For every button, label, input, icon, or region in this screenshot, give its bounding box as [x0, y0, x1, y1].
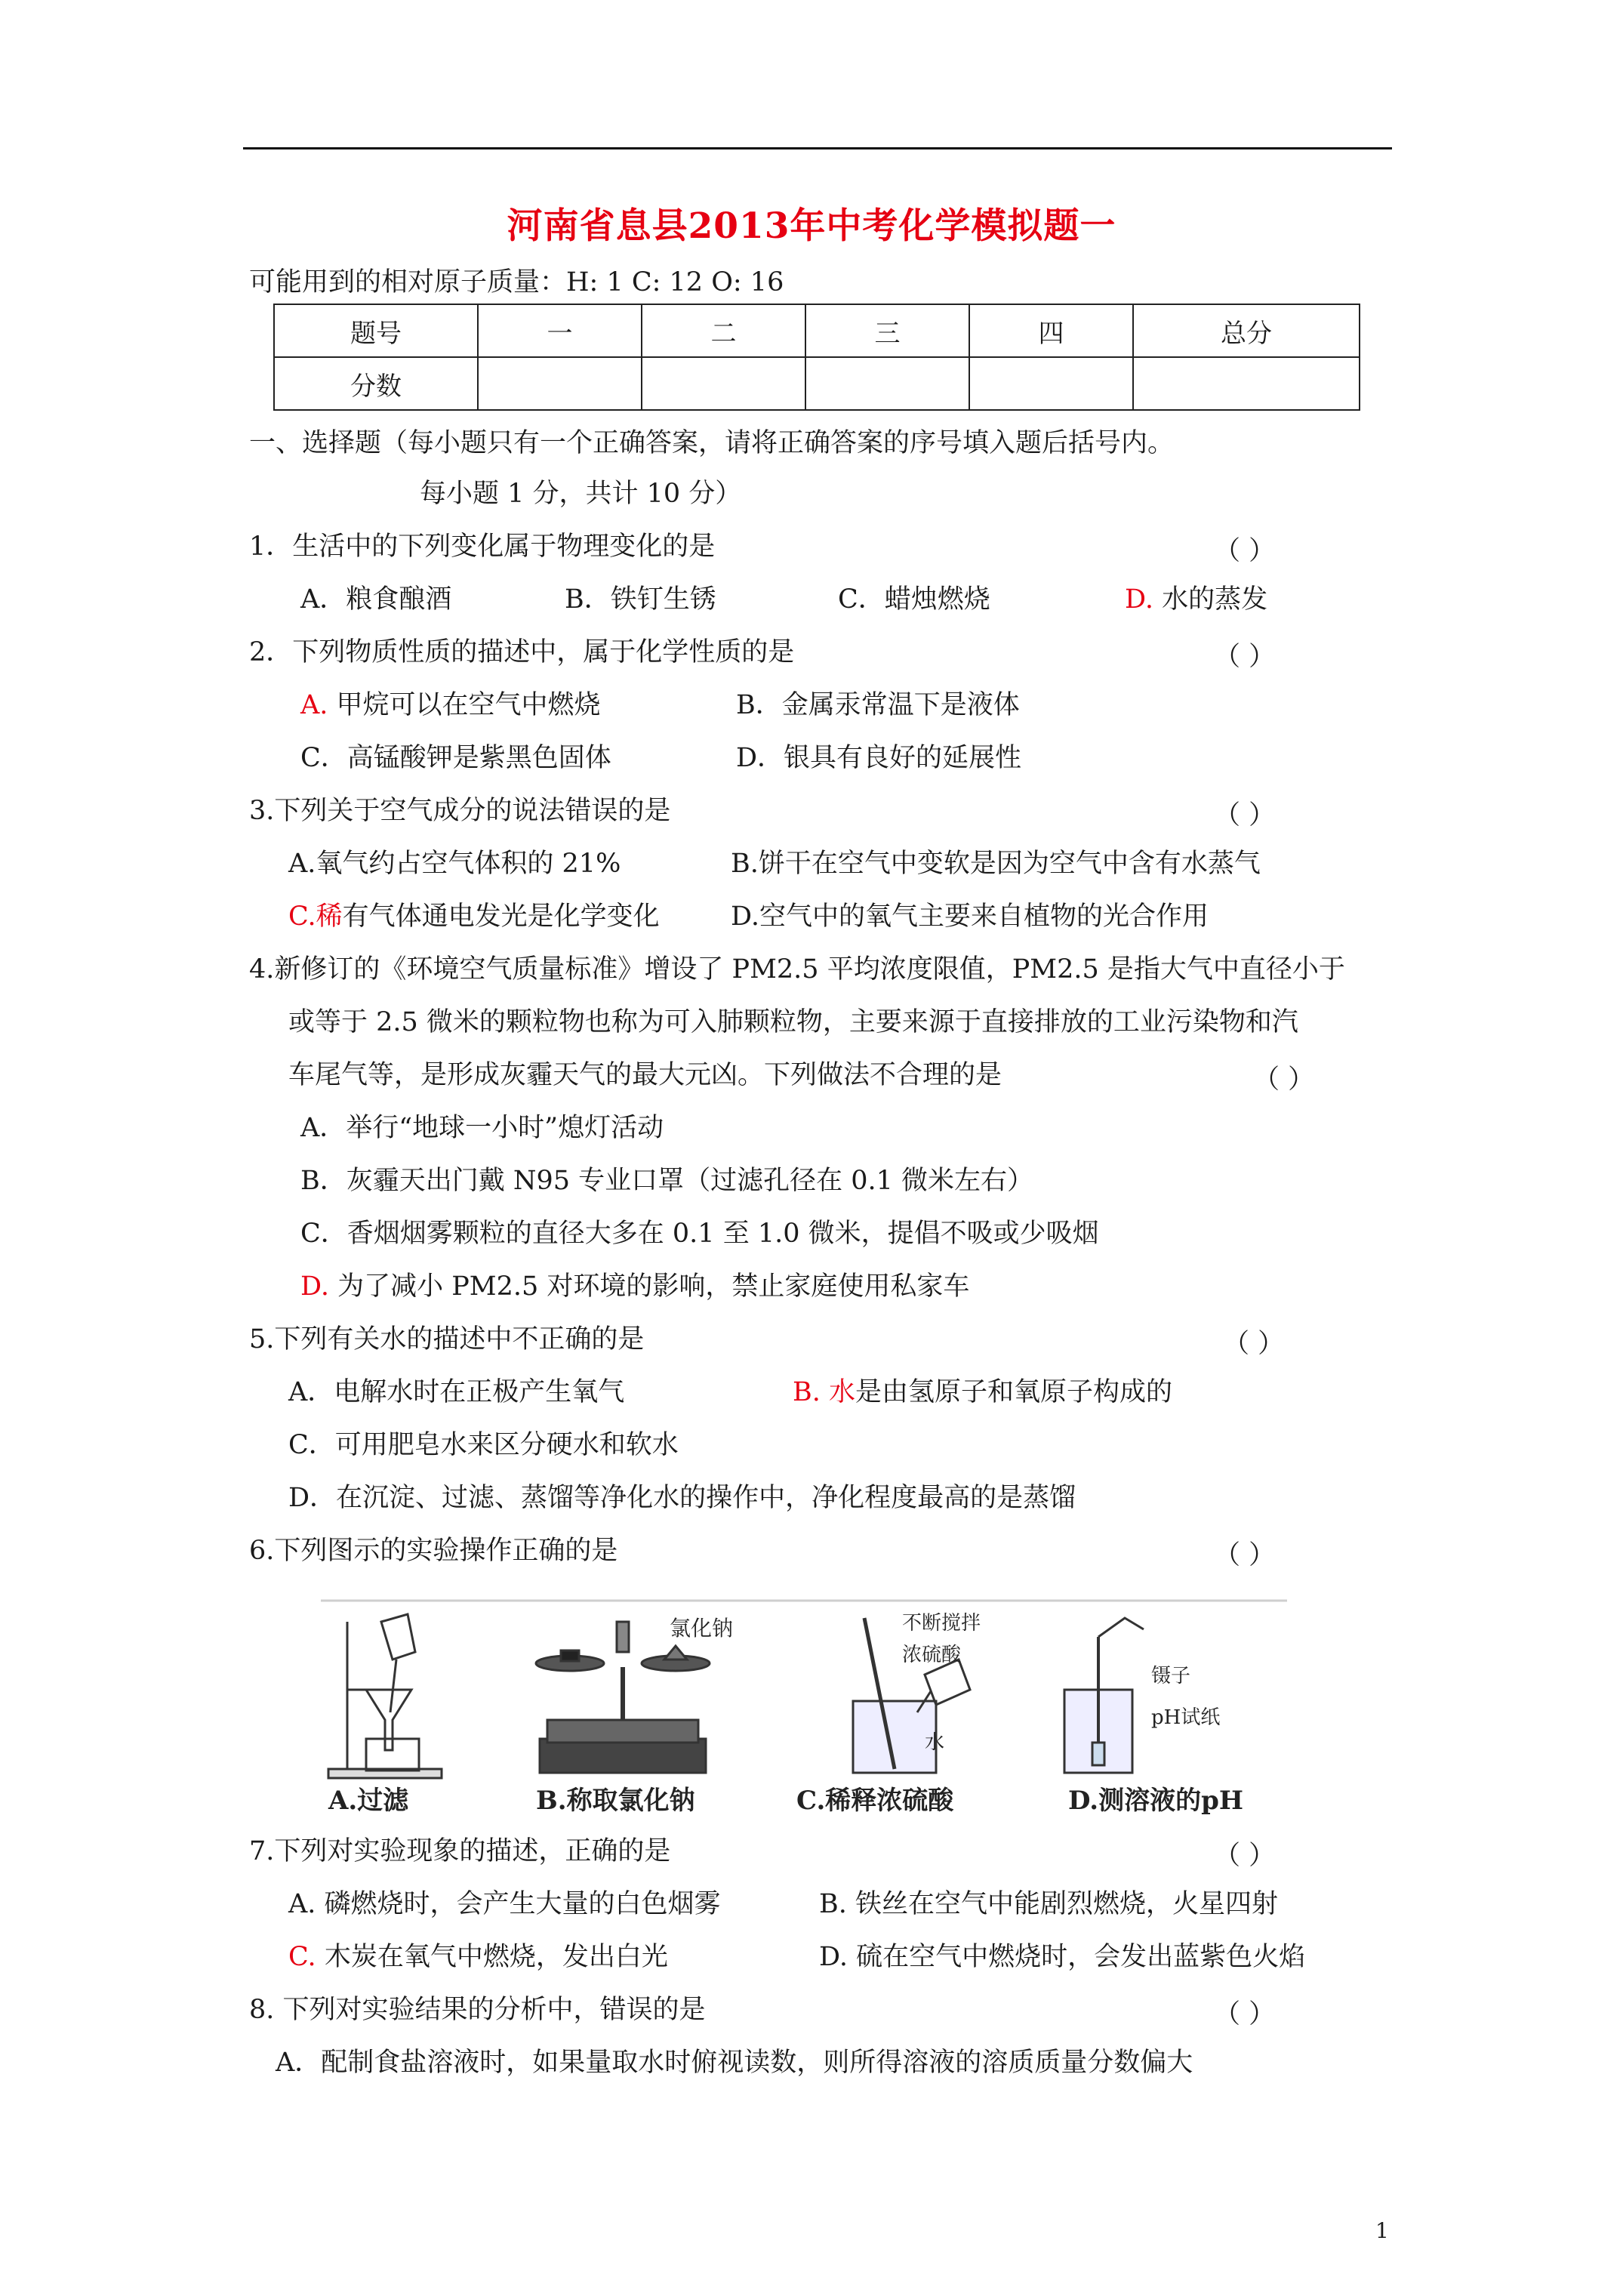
option-d: D. 硫在空气中燃烧时，会发出蓝紫色火焰	[819, 1942, 1306, 1972]
answer-mark: C.	[288, 1942, 316, 1972]
answer-paren: （ ）	[1214, 536, 1276, 566]
option-d: D．银具有良好的延展性	[736, 743, 1022, 773]
option-text: 水的蒸发	[1162, 584, 1268, 615]
answer-mark: C.稀	[288, 901, 343, 932]
figure-label: D.测溶液的pH	[1068, 1786, 1244, 1816]
header-rule	[243, 147, 1392, 149]
option-a	[300, 689, 601, 722]
option-b: B．铁钉生锈	[565, 584, 716, 615]
annotation: 浓硫酸	[902, 1644, 962, 1666]
answer-paren: （ ）	[1214, 800, 1276, 831]
question-stem: 4.新修订的《环境空气质量标准》增设了 PM2.5 平均浓度限值，PM2.5 是指大气中直径小于	[249, 954, 1345, 985]
beaker-dilution-icon	[853, 1618, 970, 1773]
option-text: 有气体通电发光是化学变化	[342, 901, 660, 932]
question-stem-cont: 或等于 2.5 微米的颗粒物也称为可入肺颗粒物，主要来源于直接排放的工业污染物和汽	[288, 1007, 1298, 1037]
balance-scale-icon	[536, 1622, 710, 1773]
question-stem-cont: 车尾气等，是形成灰霾天气的最大元凶。下列做法不合理的是	[288, 1060, 1002, 1090]
table-cell	[969, 357, 1133, 410]
table-cell: 四	[969, 304, 1133, 357]
question-stem: 5.下列有关水的描述中不正确的是	[249, 1324, 645, 1354]
answer-mark: D.	[1125, 584, 1153, 615]
table-cell	[1133, 357, 1360, 410]
option-a: A．粮食酿酒	[300, 584, 452, 615]
option-c: C．高锰酸钾是紫黑色固体	[300, 743, 611, 773]
table-cell	[478, 357, 642, 410]
annotation: pH试纸	[1151, 1706, 1221, 1729]
table-row	[274, 357, 1360, 410]
filtration-apparatus-icon	[328, 1614, 442, 1778]
option-c: C．可用肥皂水来区分硬水和软水	[288, 1430, 679, 1460]
answer-mark: A.	[300, 690, 328, 720]
answer-mark: D.	[300, 1271, 329, 1302]
answer-paren: （ ）	[1253, 1065, 1315, 1095]
option-d	[300, 1270, 969, 1303]
ph-test-icon	[1064, 1618, 1144, 1773]
section-heading-cont: 每小题 1 分，共计 10 分）	[420, 479, 742, 509]
option-a: A. 磷燃烧时，会产生大量的白色烟雾	[288, 1889, 721, 1919]
answer-paren: （ ）	[1214, 1841, 1276, 1871]
experiment-figure	[321, 1599, 1287, 1818]
table-cell: 二	[642, 304, 805, 357]
table-cell: 总分	[1133, 304, 1360, 357]
answer-paren: （ ）	[1223, 1329, 1285, 1359]
question-stem: 7.下列对实验现象的描述，正确的是	[249, 1836, 671, 1866]
table-row	[274, 304, 1360, 357]
figure-label: C.稀释浓硫酸	[796, 1786, 954, 1816]
annotation: 不断搅拌	[902, 1612, 981, 1635]
option-c: C．香烟烟雾颗粒的直径大多在 0.1 至 1.0 微米，提倡不吸或少吸烟	[300, 1219, 1099, 1249]
figure-label: B.称取氯化钠	[536, 1786, 695, 1816]
option-b: B.饼干在空气中变软是因为空气中含有水蒸气	[731, 849, 1261, 879]
option-b: B. 铁丝在空气中能剧烈燃烧，火星四射	[819, 1889, 1278, 1919]
answer-paren: （ ）	[1214, 1540, 1276, 1570]
option-c	[288, 1940, 668, 1974]
table-cell: 一	[478, 304, 642, 357]
option-c	[288, 900, 660, 933]
section-heading: 一、选择题（每小题只有一个正确答案，请将正确答案的序号填入题后括号内。	[249, 428, 1175, 458]
question-stem: 1．生活中的下列变化属于物理变化的是	[249, 532, 716, 562]
table-cell	[642, 357, 805, 410]
atomic-mass-line: 可能用到的相对原子质量：H: 1 C: 12 O: 16	[249, 267, 784, 297]
option-a: A．举行“地球一小时”熄灯活动	[300, 1113, 664, 1143]
option-d: D.空气中的氧气主要来自植物的光合作用	[731, 901, 1209, 932]
option-b	[793, 1376, 1172, 1409]
answer-paren: （ ）	[1214, 642, 1276, 672]
annotation: 镊子	[1151, 1665, 1191, 1687]
option-b: B．金属汞常温下是液体	[736, 690, 1020, 720]
option-a: A.氧气约占空气体积的 21%	[288, 849, 621, 879]
page-title: 河南省息县2013年中考化学模拟题一	[507, 205, 1116, 247]
annotation: 氯化钠	[670, 1616, 734, 1641]
table-cell	[805, 357, 969, 410]
score-table	[273, 304, 1360, 411]
option-a: A．配制食盐溶液时，如果量取水时俯视读数，则所得溶液的溶质质量分数偏大	[276, 2048, 1193, 2078]
table-cell: 分数	[274, 357, 478, 410]
page-number: 1	[1375, 2218, 1389, 2243]
option-d: D．在沉淀、过滤、蒸馏等净化水的操作中，净化程度最高的是蒸馏	[288, 1483, 1076, 1513]
option-d	[1125, 583, 1267, 616]
option-text: 甲烷可以在空气中燃烧	[336, 690, 601, 720]
question-stem: 2．下列物质性质的描述中，属于化学性质的是	[249, 637, 795, 667]
annotation: 水	[925, 1731, 945, 1754]
option-a: A．电解水时在正极产生氧气	[288, 1377, 625, 1407]
option-text: 为了减小 PM2.5 对环境的影响，禁止家庭使用私家车	[337, 1271, 970, 1302]
option-b: B．灰霾天出门戴 N95 专业口罩（过滤孔径在 0.1 微米左右）	[300, 1166, 1034, 1196]
answer-mark: B. 水	[793, 1377, 855, 1407]
option-c: C．蜡烛燃烧	[838, 584, 990, 615]
figure-label: A.过滤	[328, 1786, 409, 1816]
table-cell: 三	[805, 304, 969, 357]
option-text: 是由氢原子和氧原子构成的	[855, 1377, 1172, 1407]
option-text: 木炭在氧气中燃烧，发出白光	[324, 1942, 668, 1972]
answer-paren: （ ）	[1214, 1999, 1276, 2029]
table-cell: 题号	[274, 304, 478, 357]
question-stem: 8. 下列对实验结果的分析中，错误的是	[249, 1995, 706, 2025]
question-stem: 6.下列图示的实验操作正确的是	[249, 1536, 618, 1566]
question-stem: 3.下列关于空气成分的说法错误的是	[249, 796, 671, 826]
